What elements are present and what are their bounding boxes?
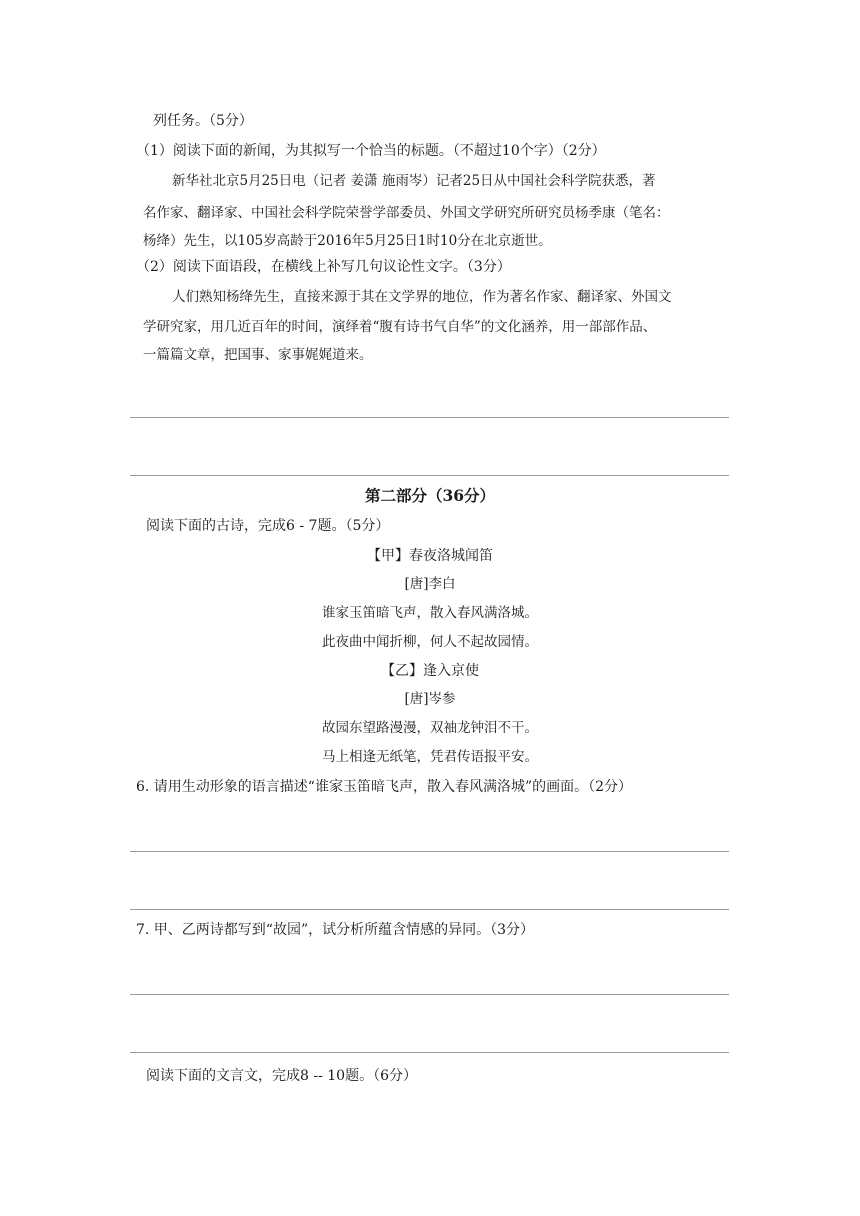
poem-a-author: [唐]李白 bbox=[404, 576, 456, 592]
poem-a-line-1: 谁家玉笛暗飞声，散入春风满洛城。 bbox=[322, 605, 538, 621]
passage-line-1: 人们熟知杨绛先生，直接来源于其在文学界的地位，作为著名作家、翻译家、外国文 bbox=[172, 289, 672, 305]
answer-line bbox=[130, 851, 729, 852]
poem-section-intro: 阅读下面的古诗，完成6 - 7题。（5分） bbox=[146, 518, 390, 534]
poem-b-line-1: 故园东望路漫漫，双袖龙钟泪不干。 bbox=[322, 720, 538, 736]
question-1-prompt: （1）阅读下面的新闻，为其拟写一个恰当的标题。（不超过10个字）（2分） bbox=[136, 143, 606, 159]
part-2-title: 第二部分（36分） bbox=[364, 486, 496, 505]
answer-line bbox=[130, 1052, 729, 1053]
question-7: 7. 甲、乙两诗都写到“故园”，试分析所蕴含情感的异同。（3分） bbox=[136, 922, 535, 938]
poem-b-author: [唐]岑参 bbox=[404, 691, 456, 707]
passage-line-2: 学研究家，用几近百年的时间，演绎着“腹有诗书气自华”的文化涵养，用一部部作品、 bbox=[143, 319, 657, 335]
news-line-2: 名作家、翻译家、中国社会科学院荣誉学部委员、外国文学研究所研究员杨季康（笔名： bbox=[143, 205, 670, 221]
poem-a-title: 【甲】春夜洛城闻笛 bbox=[367, 548, 493, 564]
poem-a-line-2: 此夜曲中闻折柳，何人不起故园情。 bbox=[322, 634, 538, 650]
answer-line bbox=[130, 475, 729, 476]
classical-section-intro: 阅读下面的文言文，完成8 -- 10题。（6分） bbox=[146, 1068, 417, 1084]
answer-line bbox=[130, 909, 729, 910]
news-line-1: 新华社北京5月25日电（记者 姜潇 施雨岑）记者25日从中国社会科学院获悉，著 bbox=[172, 173, 656, 189]
task-tail: 列任务。（5分） bbox=[153, 113, 253, 129]
question-6: 6. 请用生动形象的语言描述“谁家玉笛暗飞声，散入春风满洛城”的画面。（2分） bbox=[136, 779, 633, 795]
passage-line-3: 一篇篇文章，把国事、家事娓娓道来。 bbox=[143, 347, 373, 363]
question-2-prompt: （2）阅读下面语段，在横线上补写几句议论性文字。（3分） bbox=[136, 259, 511, 275]
poem-b-title: 【乙】逢入京使 bbox=[381, 663, 479, 679]
news-line-3: 杨绛）先生，以105岁高龄于2016年5月25日1时10分在北京逝世。 bbox=[143, 233, 552, 249]
poem-b-line-2: 马上相逢无纸笔，凭君传语报平安。 bbox=[322, 749, 538, 765]
answer-line bbox=[130, 417, 729, 418]
answer-line bbox=[130, 994, 729, 995]
